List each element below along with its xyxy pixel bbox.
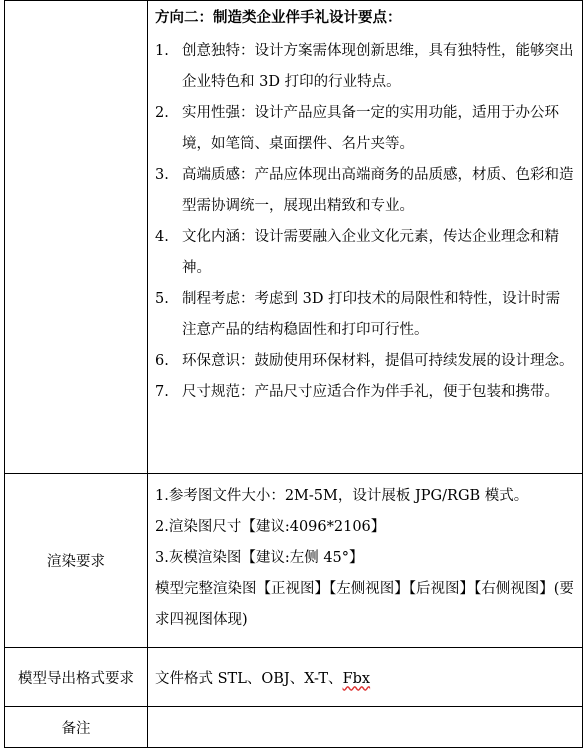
list-item [155, 36, 574, 98]
render-line: 2.渲染图尺寸【建议:4096*2106】 [155, 519, 386, 535]
render-line: 1.参考图文件大小：2M-5M，设计展板 JPG/RGB 模式。 [155, 488, 529, 504]
render-content-cell [148, 474, 583, 648]
list-item [155, 160, 574, 222]
render-row [5, 474, 583, 648]
list-item [155, 284, 574, 346]
list-item-number: 5. [155, 291, 169, 307]
list-item-text: 创意独特：设计方案需体现创新思维，具有独特性，能够突出企业特色和 3D 打印的行业特点。 [182, 43, 574, 90]
direction2-row [5, 1, 583, 474]
direction2-label-cell [5, 1, 148, 474]
list-item-text: 文化内涵：设计需要融入企业文化元素，传达企业理念和精神。 [182, 229, 559, 276]
export-row [5, 648, 583, 707]
notes-value-cell [148, 707, 583, 748]
export-format-text: 文件格式 STL、OBJ、X-T、 [155, 670, 343, 687]
list-item-text: 制程考虑：考虑到 3D 打印技术的局限性和特性，设计时需注意产品的结构稳固性和打印可行性。 [182, 291, 561, 338]
export-label: 模型导出格式要求 [5, 648, 148, 707]
direction2-heading: 方向二：制造类企业伴手礼设计要点： [155, 10, 402, 26]
notes-row [5, 707, 583, 748]
export-content-cell [148, 648, 583, 707]
list-item [155, 377, 574, 408]
notes-label: 备注 [5, 707, 148, 748]
list-item-number: 1. [155, 43, 169, 59]
direction2-content-cell [148, 1, 583, 474]
list-item [155, 98, 574, 160]
list-item-text: 实用性强：设计产品应具备一定的实用功能，适用于办公环境，如笔筒、桌面摆件、名片夹等。 [182, 105, 559, 152]
list-item [155, 222, 574, 284]
list-item-number: 6. [155, 353, 169, 369]
list-item-text: 环保意识：鼓励使用环保材料，提倡可持续发展的设计理念。 [182, 353, 574, 369]
list-item [155, 346, 574, 377]
list-item-text: 尺寸规范：产品尺寸应适合作为伴手礼，便于包装和携带。 [182, 384, 559, 400]
list-item-number: 3. [155, 167, 169, 183]
list-item-number: 7. [155, 384, 169, 400]
list-item-number: 4. [155, 229, 169, 245]
list-item-number: 2. [155, 105, 169, 121]
render-line: 3.灰模渲染图【建议:左侧 45°】 [155, 550, 364, 566]
render-label: 渲染要求 [5, 474, 148, 648]
list-item-text: 高端质感：产品应体现出高端商务的品质感，材质、色彩和造型需协调统一，展现出精致和专业。 [182, 167, 574, 214]
requirements-table [4, 0, 583, 748]
export-format-fbx: Fbx [342, 670, 371, 687]
render-line: 模型完整渲染图【正视图】【左侧视图】【后视图】【右侧视图】(要求四视图体现) [155, 581, 574, 628]
